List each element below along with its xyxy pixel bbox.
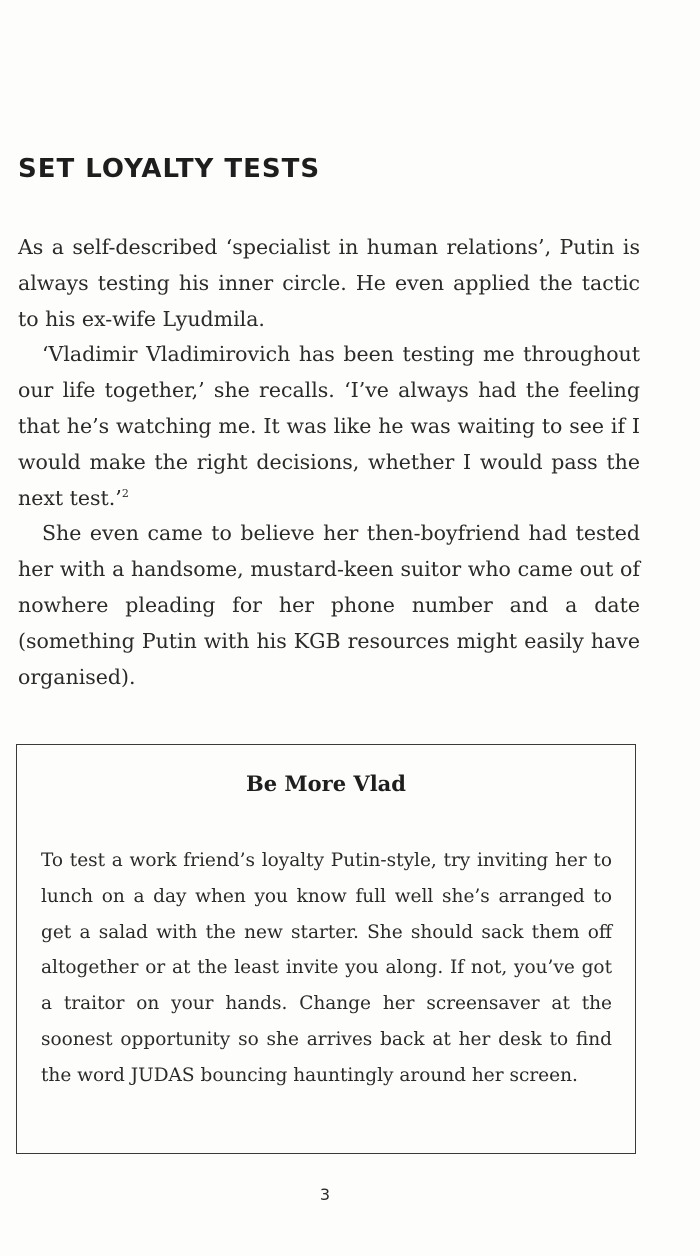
paragraph-1: As a self-described ‘specialist in human relations’, Putin is always testing his inner circle. He even applied the tactic to his ex-wife Lyudmila. [18,235,640,331]
sidebar-title: Be More Vlad [246,771,406,796]
paragraph-3: She even came to believe her then-boyfriend had tested her with a handsome, mustard-keen suitor who came out of nowhere pleading for her phone number and a date (something Putin with his KGB resources might easily have organised). [18,521,640,689]
paragraph-2-text: ‘Vladimir Vladimirovich has been testing me throughout our life together,’ she recalls. ‘I’ve always had the feeling that he’s watching me. It was like he was waiting to see if I would make the right decisions, whether I would pass the next test.’ [18,342,640,510]
body-text [18,230,640,695]
footnote-marker: 2 [121,486,129,500]
be-more-vlad-box [16,744,636,1154]
sidebar-text: To test a work friend’s loyalty Putin-style, try inviting her to lunch on a day when you know full well she’s arranged to get a salad with the new starter. She should sack them off altogether or at the least invite you along. If not, you’ve got a traitor on your hands. Change her screensaver at the soonest opportunity so she arrives back at her desk to find the word JUDAS bouncing hauntingly around her screen. [41,850,612,1086]
paragraph-2 [18,337,640,516]
section-heading: SET LOYALTY TESTS [18,154,321,184]
page-number: 3 [319,1185,331,1204]
